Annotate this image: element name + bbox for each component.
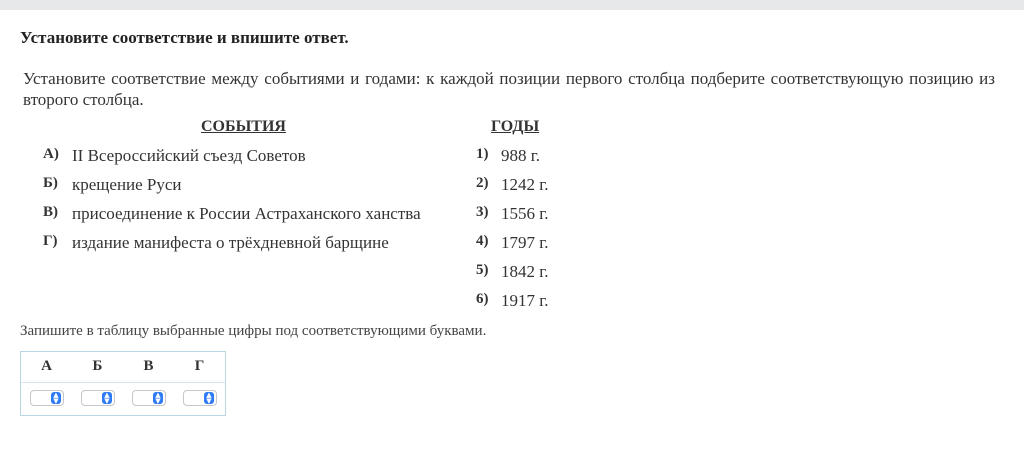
year-number: 1) [476, 146, 489, 162]
write-answer-note: Запишите в таблицу выбранные цифры под соответствующими буквами. [20, 323, 487, 339]
task-instruction: Установите соответствие между событиями и годами: к каждой позиции первого столбца подберите соответствующую позицию из второго столбца. [23, 69, 995, 109]
events-column-header: СОБЫТИЯ [201, 118, 286, 135]
answer-letter: В [143, 358, 154, 374]
event-letter: Г) [43, 233, 58, 249]
answer-select-a[interactable] [30, 390, 64, 406]
year-number: 4) [476, 233, 489, 249]
answer-select-b[interactable] [81, 390, 115, 406]
answer-select-v[interactable] [132, 390, 166, 406]
year-number: 3) [476, 204, 489, 220]
year-number: 5) [476, 262, 489, 278]
answer-cell-a [21, 352, 72, 415]
event-letter: Б) [43, 175, 58, 191]
year-text: 1797 г. [501, 233, 549, 252]
answer-cell-g [174, 352, 225, 415]
event-letter: В) [43, 204, 58, 220]
select-chevron-updown-icon: ▲ ▼ [204, 392, 214, 404]
answer-cell-b [72, 352, 123, 415]
year-text: 1842 г. [501, 262, 549, 281]
answer-letter: Г [194, 358, 205, 374]
select-chevron-updown-icon: ▲ ▼ [102, 392, 112, 404]
top-bar [0, 0, 1024, 10]
year-text: 988 г. [501, 146, 541, 165]
year-text: 1917 г. [501, 291, 549, 310]
event-letter: А) [43, 146, 59, 162]
answer-letter: Б [92, 358, 103, 374]
answer-select-g[interactable] [183, 390, 217, 406]
answer-table [20, 351, 226, 416]
year-number: 2) [476, 175, 489, 191]
answer-letter: А [41, 358, 52, 374]
answer-cell-v [123, 352, 174, 415]
task-heading: Установите соответствие и впишите ответ. [20, 28, 349, 47]
event-text: присоединение к России Астраханского ханства [72, 204, 421, 223]
years-column-header: ГОДЫ [491, 118, 540, 135]
year-number: 6) [476, 291, 489, 307]
year-text: 1242 г. [501, 175, 549, 194]
event-text: издание манифеста о трёхдневной барщине [72, 233, 389, 252]
event-text: крещение Руси [72, 175, 182, 194]
select-chevron-updown-icon: ▲ ▼ [153, 392, 163, 404]
select-chevron-updown-icon: ▲ ▼ [51, 392, 61, 404]
year-text: 1556 г. [501, 204, 549, 223]
event-text: II Всероссийский съезд Советов [72, 146, 306, 165]
